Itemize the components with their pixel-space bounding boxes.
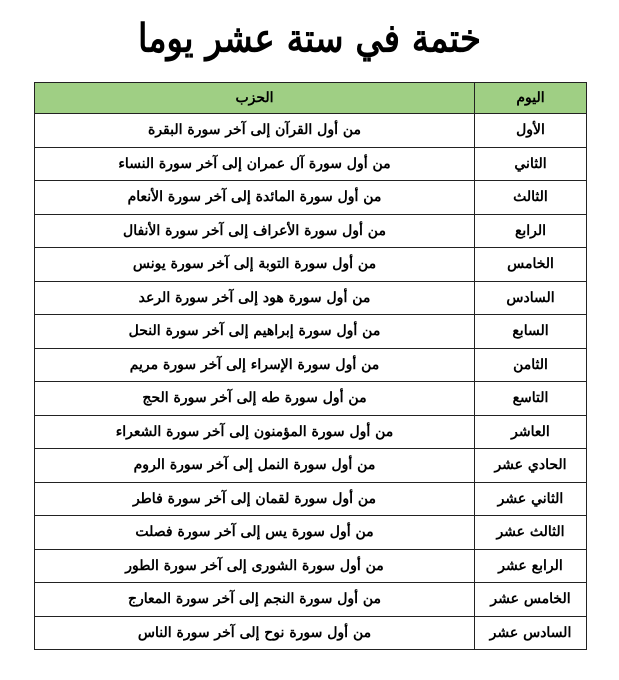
header-day: اليوم — [475, 83, 587, 114]
hizb-cell: من أول سورة لقمان إلى آخر سورة فاطر — [35, 482, 475, 516]
day-cell: الثاني عشر — [475, 482, 587, 516]
day-cell: السادس عشر — [475, 616, 587, 650]
hizb-cell: من أول سورة المائدة إلى آخر سورة الأنعام — [35, 181, 475, 215]
hizb-cell: من أول سورة آل عمران إلى آخر سورة النساء — [35, 147, 475, 181]
table-row — [35, 348, 587, 382]
hizb-cell: من أول سورة النمل إلى آخر سورة الروم — [35, 449, 475, 483]
hizb-cell: من أول سورة نوح إلى آخر سورة الناس — [35, 616, 475, 650]
table-row — [35, 181, 587, 215]
hizb-cell: من أول سورة التوبة إلى آخر سورة يونس — [35, 248, 475, 282]
table-row — [35, 147, 587, 181]
day-cell: الثامن — [475, 348, 587, 382]
header-hizb: الحزب — [35, 83, 475, 114]
hizb-cell: من أول سورة الإسراء إلى آخر سورة مريم — [35, 348, 475, 382]
day-cell: الثاني — [475, 147, 587, 181]
table-row — [35, 281, 587, 315]
day-cell: السادس — [475, 281, 587, 315]
reading-plan-table — [34, 82, 587, 650]
table-row — [35, 415, 587, 449]
day-cell: الخامس عشر — [475, 583, 587, 617]
hizb-cell: من أول سورة يس إلى آخر سورة فصلت — [35, 516, 475, 550]
table-row — [35, 482, 587, 516]
day-cell: الرابع عشر — [475, 549, 587, 583]
hizb-cell: من أول سورة الأعراف إلى آخر سورة الأنفال — [35, 214, 475, 248]
hizb-cell: من أول القرآن إلى آخر سورة البقرة — [35, 114, 475, 148]
table-row — [35, 248, 587, 282]
day-cell: الثالث — [475, 181, 587, 215]
table-body — [35, 114, 587, 650]
table-row — [35, 549, 587, 583]
day-cell: الحادي عشر — [475, 449, 587, 483]
table-row — [35, 315, 587, 349]
day-cell: التاسع — [475, 382, 587, 416]
hizb-cell: من أول سورة طه إلى آخر سورة الحج — [35, 382, 475, 416]
table-row — [35, 583, 587, 617]
table-row — [35, 616, 587, 650]
day-cell: الأول — [475, 114, 587, 148]
table-row — [35, 114, 587, 148]
header-row — [35, 83, 587, 114]
table-row — [35, 516, 587, 550]
table-row — [35, 449, 587, 483]
table-header — [35, 83, 587, 114]
hizb-cell: من أول سورة إبراهيم إلى آخر سورة النحل — [35, 315, 475, 349]
table-row — [35, 214, 587, 248]
day-cell: الثالث عشر — [475, 516, 587, 550]
hizb-cell: من أول سورة الشورى إلى آخر سورة الطور — [35, 549, 475, 583]
day-cell: الرابع — [475, 214, 587, 248]
day-cell: العاشر — [475, 415, 587, 449]
hizb-cell: من أول سورة النجم إلى آخر سورة المعارج — [35, 583, 475, 617]
page-title: ختمة في ستة عشر يوما — [137, 16, 482, 62]
hizb-cell: من أول سورة المؤمنون إلى آخر سورة الشعراء — [35, 415, 475, 449]
table-row — [35, 382, 587, 416]
day-cell: السابع — [475, 315, 587, 349]
hizb-cell: من أول سورة هود إلى آخر سورة الرعد — [35, 281, 475, 315]
day-cell: الخامس — [475, 248, 587, 282]
title-container — [0, 8, 619, 70]
